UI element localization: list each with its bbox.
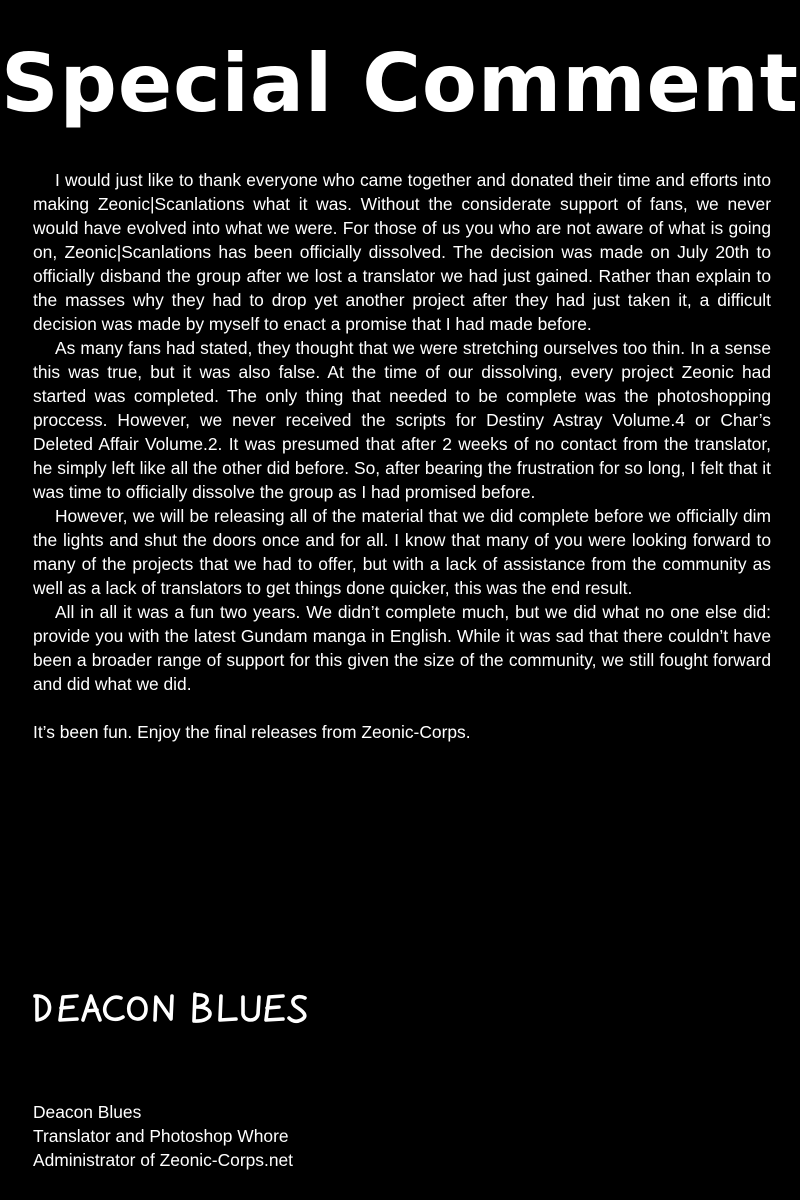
paragraph: However, we will be releasing all of the material that we did complete before we officially dim the lights and shut the doors once and for all. I know that many of you were looking forward to many of the projects that we had to offer, but with a lack of assistance from the community as well as a lack of translators to get things done quicker, this was the end result. [33, 506, 771, 598]
paragraph: All in all it was a fun two years. We didn’t complete much, but we did what no one else did: provide you with the latest Gundam manga in English. While it was sad that there couldn’t have been a broader range of support for this given the size of the community, we still fought forward and did what we did. [33, 602, 771, 694]
closing-line: It’s been fun. Enjoy the final releases from Zeonic-Corps. [33, 722, 471, 742]
credit-role: Translator and Photoshop Whore [33, 1126, 289, 1146]
paragraph: I would just like to thank everyone who came together and donated their time and efforts into making Zeonic|Scanlations what it was. Without the considerate support of fans, we never would have evolved into what we were. For those of us you who are not aware of what is going on, Zeonic|Scanlations has been officially dissolved. The decision was made on July 20th to officially disband the group after we lost a translator we had just gained. Rather than explain to the masses why they had to drop yet another project after they had just taken it, a difficult decision was made by myself to enact a promise that I had made before. [33, 170, 771, 334]
credit-name: Deacon Blues [33, 1102, 142, 1122]
credits-block [33, 1100, 633, 1172]
handwritten-signature [33, 988, 333, 1034]
comment-body [33, 168, 771, 744]
page-title: Special Comment [0, 37, 800, 130]
paragraph: As many fans had stated, they thought that we were stretching ourselves too thin. In a sense this was true, but it was also false. At the time of our dissolving, every project Zeonic had started was completed. The only thing that needed to be complete was the photoshopping proccess. However, we never received the scripts for Destiny Astray Volume.4 or Char’s Deleted Affair Volume.2. It was presumed that after 2 weeks of no contact from the translator, he simply left like all the other did before. So, after bearing the frustration for so long, I felt that it was time to officially dissolve the group as I had promised before. [33, 338, 771, 502]
credit-site: Administrator of Zeonic-Corps.net [33, 1150, 293, 1170]
